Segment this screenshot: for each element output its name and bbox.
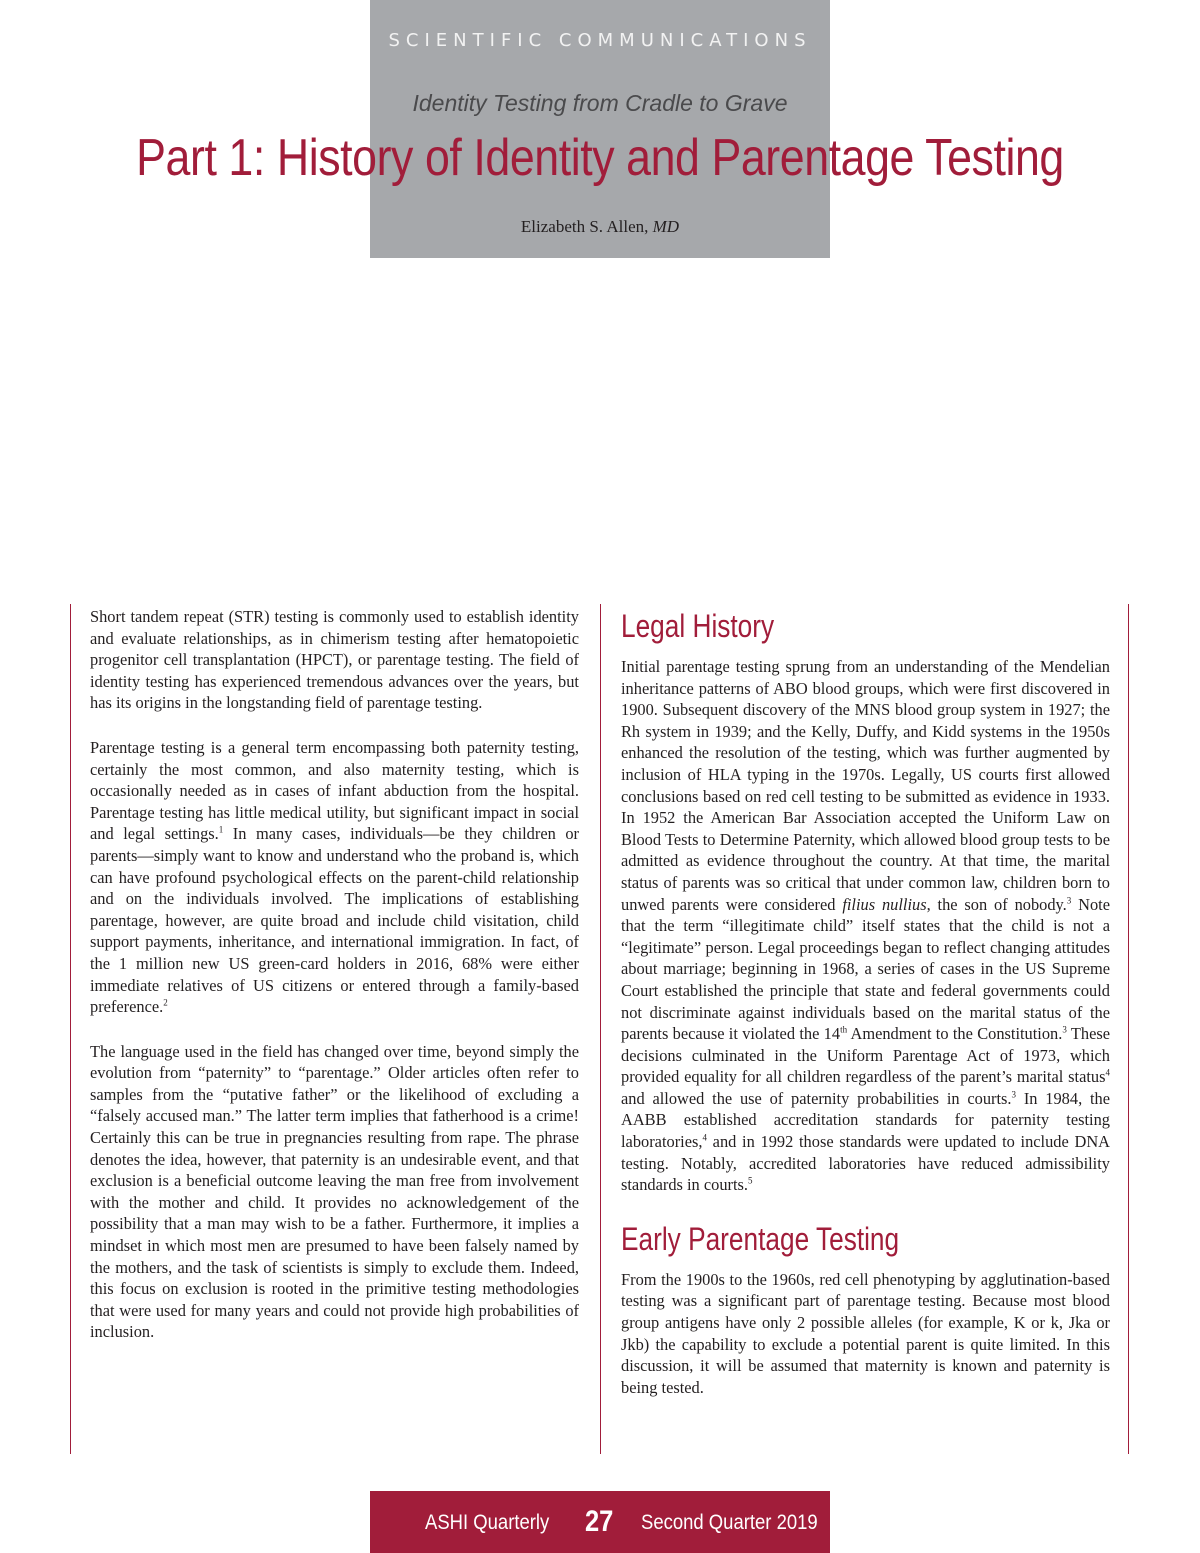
column-rule-right: [1128, 604, 1129, 1454]
author-byline: [0, 217, 1200, 237]
publication-name: ASHI Quarterly: [425, 1511, 550, 1534]
heading-legal-history: Legal History: [621, 608, 775, 644]
reference-marker: 1: [218, 824, 224, 835]
left-column: [90, 606, 579, 1366]
article-title: Part 1: History of Identity and Parentage Testing: [136, 129, 1064, 187]
column-rule-left: [70, 604, 71, 1454]
heading-early-parentage-testing: Early Parentage Testing: [621, 1220, 900, 1257]
series-title: Identity Testing from Cradle to Grave: [412, 90, 788, 116]
page-footer: [370, 1491, 830, 1553]
paragraph-language: The language used in the field has changed over time, beyond simply the evolution from “paternity” to “parentage.” Older articles often refer to samples from the “putative father” or the likelihood of excluding a “falsely accused man.” The latter term implies that fatherhood is a crime! Certainly this can be true in pregnancies resulting from rape. The phrase denotes the idea, however, that paternity is an undesirable event, and that exclusion is a beneficial outcome leaving the man free from involvement with the mother and child. It provides no acknowledgement of the possibility that a man may wish to be a father. Furthermore, it implies a mindset in which most men are presumed to have been falsely named by the mothers, and the task of scientists is simply to exclude them. Indeed, this focus on exclusion is rooted in the primitive testing methodologies that were used for many years and could not provide high probabilities of inclusion.: [90, 1041, 579, 1342]
paragraph-intro: Short tandem repeat (STR) testing is commonly used to establish identity and evaluate relationships, as in chimerism testing after hematopoietic progenitor cell transplantation (HPCT), or parentage testing. The field of identity testing has experienced tremendous advances over the years, but has its origins in the longstanding field of parentage testing.: [90, 607, 579, 713]
paragraph-early-testing: From the 1900s to the 1960s, red cell phenotyping by agglutination-based testing was a significant part of parentage testing. Because most blood group antigens have only 2 possible alleles (for example, K or k, Jka or Jkb) the capability to exclude a potential parent is quite limited. In this discussion, it will be assumed that maternity is known and paternity is being tested.: [621, 1269, 1110, 1397]
page-number: 27: [585, 1505, 614, 1538]
right-column: [621, 606, 1110, 1454]
paragraph-legal-history: Initial parentage testing sprung from an understanding of the Mendelian inheritance patterns of ABO blood groups, which were first discovered in 1900. Subsequent discovery of the MNS blood group system in 1927; the Rh system in 1939; and the Kelly, Duffy, and Kidd systems in the 1950s enhanced the resolution of the testing, which was further augmented by inclusion of HLA typing in the 1970s. Legally, US courts first allowed conclusions based on red cell testing to be submitted as evidence in 1933. In 1952 the American Bar Association accepted the Uniform Law on Blood Tests to Determine Paternity, which allowed blood group tests to be admitted as evidence throughout the country. At that time, the marital status of parents was so critical that under common law, children born to unwed parents were considered filius nullius, the son of nobody.$^3$ Note that the term “illegitimate child” itself states that the child is not a “legitimate” person. Legal proceedings began to reflect changing attitudes about marriage; beginning in 1968, a series of cases in the US Supreme Court established the principle that state and federal governments could not discriminate against individuals based on the marital status of the parents because it violated the 14th Amendment to the Constitution.$^3$ These decisions culminated in the Uniform Parentage Act of 1973, which provided equality for all children regardless of the parent’s marital status$^4$ and allowed the use of paternity probabilities in courts.$^3$ In 1984, the AABB established accreditation standards for paternity testing laboratories,$^4$ and in 1992 those standards were updated to include DNA testing. Notably, accredited laboratories have reduced admissibility standards in courts.$^5$: [621, 657, 1110, 1195]
author-degree: MD: [652, 217, 680, 236]
paragraph-parentage-definition: Parentage testing is a general term encompassing both paternity testing, certainly the most common, and also maternity testing, which is occasionally needed as in cases of infant abduction from the hospital. Parentage testing has little medical utility, but significant impact in social and legal settings.$^1$ In many cases, individuals—be they children or parents—simply want to know and understand who the proband is, which can have profound psychological effects on the parent-child relationship and on the individuals involved. The implications of establishing parentage, however, are quite broad and include child visitation, child support payments, inheritance, and international immigration. In fact, of the 1 million new US green-card holders in 2016, 68% were either immediate relatives of US citizens or entered through a family-based preference.$^2$: [90, 737, 579, 1017]
column-rule-middle: [600, 604, 601, 1454]
author-name: Elizabeth S. Allen,: [520, 217, 649, 236]
section-label: SCIENTIFIC COMMUNICATIONS: [388, 30, 812, 51]
reference-marker: 2: [163, 997, 168, 1008]
issue-date: Second Quarter 2019: [641, 1511, 818, 1534]
